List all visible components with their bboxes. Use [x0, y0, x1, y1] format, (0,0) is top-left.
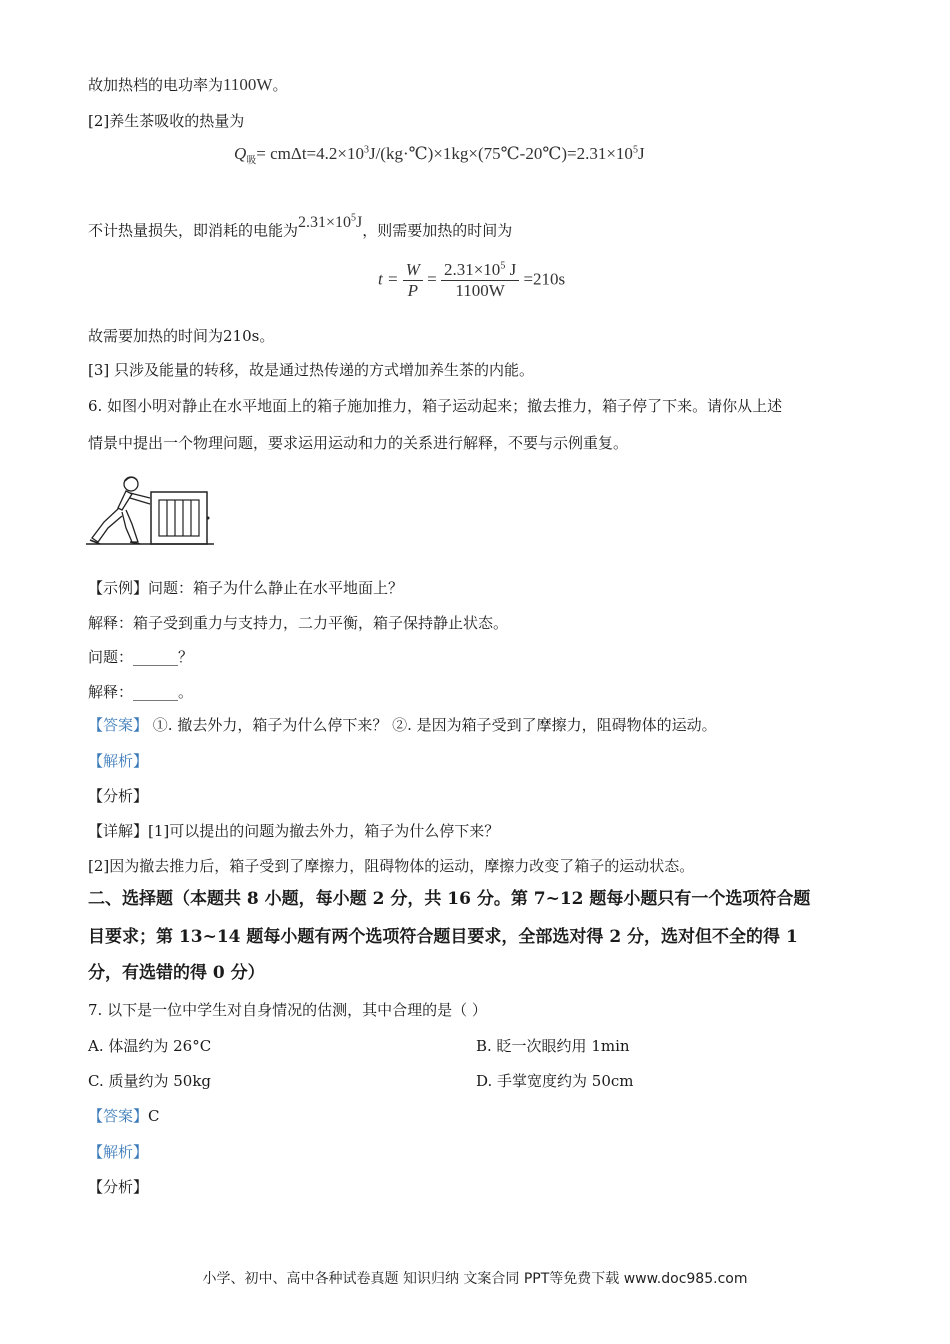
text-line: 故加热档的电功率为1100W。 — [88, 75, 288, 94]
question-6-line-2: 情景中提出一个物理问题，要求运用运动和力的关系进行解释，不要与示例重复。 — [88, 434, 629, 452]
text-line: [2]养生茶吸收的热量为 — [88, 112, 245, 130]
answer-line: 【答案】 ①. 撤去外力，箱子为什么停下来？ ②. 是因为箱子受到了摩擦力，阻碍物体的运动。 — [88, 716, 717, 734]
text-line: [3] 只涉及能量的转移，故是通过热传递的方式增加养生茶的内能。 — [88, 361, 535, 379]
boy-pushing-box-figure — [86, 462, 216, 548]
detail-line: [2]因为撤去推力后，箱子受到了摩擦力，阻碍物体的运动，摩擦力改变了箱子的运动状态。 — [88, 857, 695, 875]
analysis-label: 【解析】 — [88, 752, 149, 770]
question-7: 7. 以下是一位中学生对自身情况的估测，其中合理的是（ ） — [88, 1001, 487, 1019]
option-b: B. 眨一次眼约用 1min — [476, 1037, 630, 1055]
equation-heat: $Q_吸=$ $cm\Delta t=4.2\times 10^3J/(kg\cdot℃)\times 1kg\times(75℃-20℃)=2.31\times 10^5J$ — [234, 144, 645, 167]
answer-label: 【答案】 — [88, 716, 149, 734]
page-footer: 小学、初中、高中各种试卷真题 知识归纳 文案合同 PPT等免费下载 www.doc985.com — [202, 1271, 748, 1287]
section-heading: 分，有选错的得 0 分） — [88, 963, 265, 983]
blank-explanation: 解释：______。 — [88, 683, 194, 701]
answer-line — [88, 1105, 160, 1127]
answer-value: C — [148, 1107, 160, 1125]
option-c: C. 质量约为 50kg — [88, 1072, 212, 1090]
question-6-line-1: 6. 如图小明对静止在水平地面上的箱子施加推力，箱子运动起来；撤去推力，箱子停了下来。请你从上述 — [88, 397, 783, 415]
section-heading: 目要求；第 13~14 题每小题有两个选项符合题目要求，全部选对得 2 分，选对但不全的得 1 — [88, 927, 798, 947]
section-heading: 二、选择题（本题共 8 小题，每小题 2 分，共 16 分。第 7~12 题每小题只有一个选项符合题 — [88, 889, 811, 909]
answer-label: 【答案】 — [88, 1107, 149, 1125]
example-line: 【示例】问题：箱子为什么静止在水平地面上？ — [88, 579, 404, 597]
text-line: 不计热量损失，即消耗的电能为$2.31\times 10^5J$，则需要加热的时间为 — [88, 213, 513, 240]
analysis-subheading: 【分析】 — [88, 787, 149, 805]
option-d: D. 手掌宽度约为 50cm — [476, 1072, 634, 1090]
analysis-subheading: 【分析】 — [88, 1178, 149, 1196]
detail-line: 【详解】[1]可以提出的问题为撤去外力，箱子为什么停下来？ — [88, 822, 500, 840]
blank-question: 问题：______？ — [88, 648, 194, 666]
equation-time: t = $\frac{W}{P}$ = $\frac{2.31\times 10^5 J}{1100W}$ =210s — [378, 260, 566, 300]
example-line: 解释：箱子受到重力与支持力，二力平衡，箱子保持静止状态。 — [88, 614, 509, 632]
analysis-label: 【解析】 — [88, 1143, 149, 1161]
option-a: A. 体温约为 26°C — [88, 1037, 212, 1055]
text-line: 故需要加热的时间为210s。 — [88, 327, 275, 345]
